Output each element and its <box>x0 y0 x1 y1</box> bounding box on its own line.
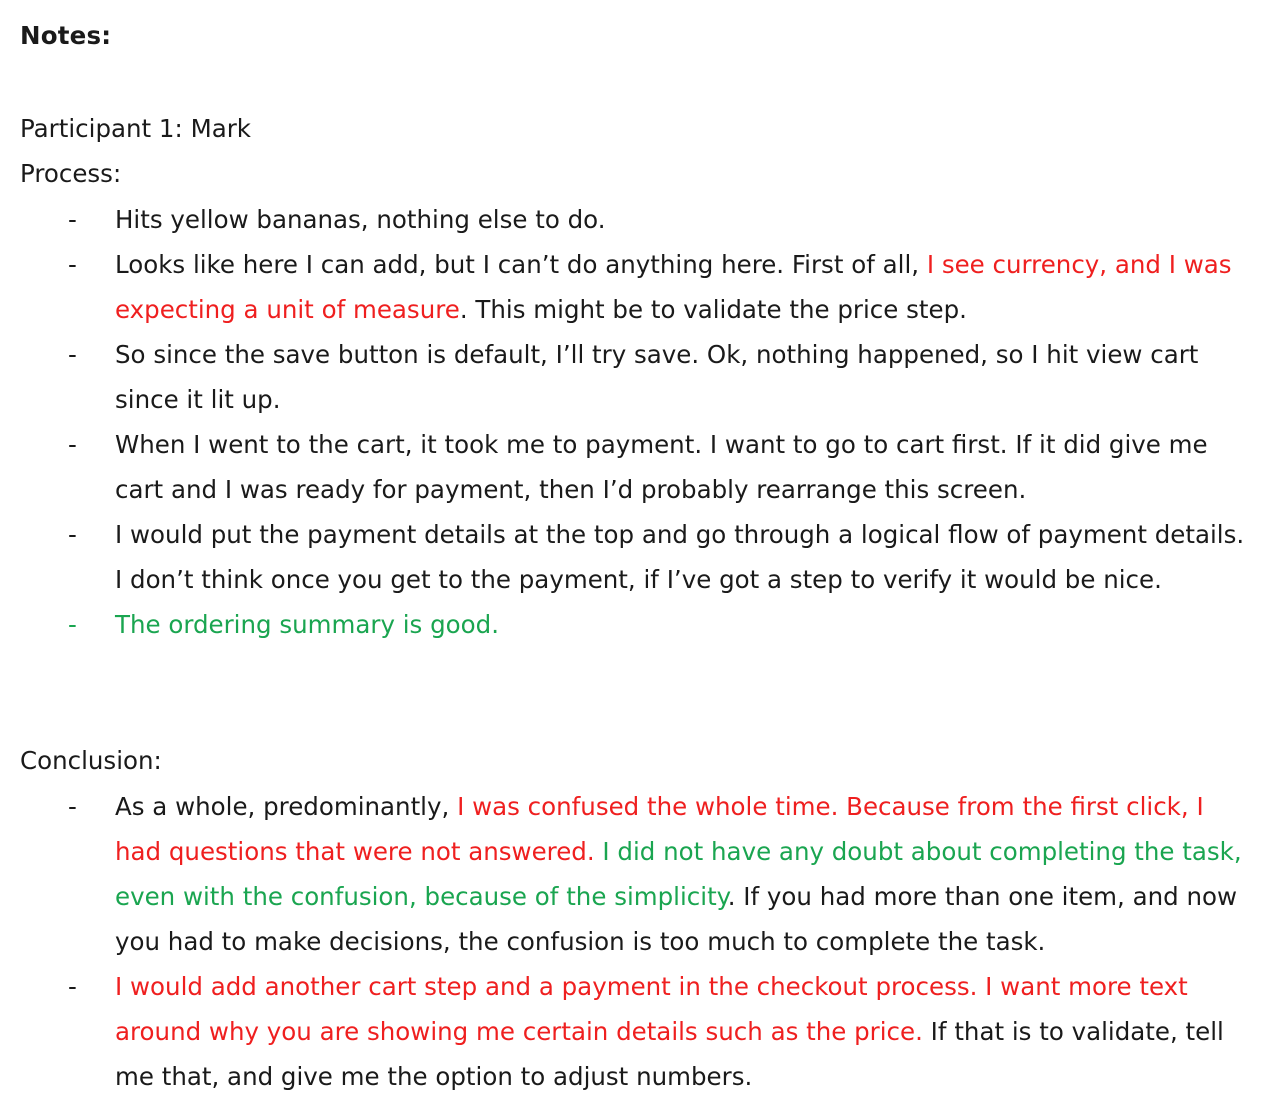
process_items-item <box>0 242 1275 332</box>
conclusion_items-item-text-segment: I did not have any doubt about completing the task, even with the confusion, because of the simplicity <box>115 837 1242 911</box>
process_items-item-text-segment: Hits yellow bananas, nothing else to do. <box>115 205 606 234</box>
process_items-item-text-segment: I would put the payment details at the top and go through a logical flow of payment details. I don’t think once you get to the payment, if I’ve got a step to verify it would be nice. <box>115 520 1245 594</box>
process_items-item-text-segment: I see currency, and I was expecting a unit of measure <box>115 250 1232 324</box>
process_items-item <box>0 197 1275 242</box>
conclusion_items-item-text-segment: If that is to validate, tell me that, and give me the option to adjust numbers. <box>115 1017 1224 1091</box>
conclusion_items-item <box>0 784 1275 964</box>
process_items-item <box>0 422 1275 512</box>
bullet-dash-icon: - <box>68 972 77 1001</box>
conclusion-label: Conclusion: <box>20 746 162 775</box>
bullet-dash-icon: - <box>68 520 77 549</box>
process_items-item-text-segment: . This might be to validate the price step. <box>459 295 967 324</box>
bullet-dash-icon: - <box>68 205 77 234</box>
process_items-item-text-segment: The ordering summary is good. <box>115 610 499 639</box>
process_items-item-text-segment: Looks like here I can add, but I can’t do anything here. First of all, <box>115 250 927 279</box>
process_items-item <box>0 332 1275 422</box>
conclusion_items-item-text-segment: . If you had more than one item, and now you had to make decisions, the confusion is too much to complete the task. <box>115 882 1238 956</box>
process_items-item-text-segment: When I went to the cart, it took me to payment. I want to go to cart first. If it did give me cart and I was ready for payment, then I’d probably rearrange this screen. <box>115 430 1208 504</box>
bullet-dash-icon: - <box>68 430 77 459</box>
participant-label: Participant 1: Mark <box>20 114 251 143</box>
bullet-dash-icon: - <box>68 610 77 639</box>
process_items-item-text-segment: So since the save button is default, I’ll try save. Ok, nothing happened, so I hit view cart since it lit up. <box>115 340 1199 414</box>
conclusion_items-item-text-segment: I would add another cart step and a payment in the checkout process. I want more text around why you are showing me certain details such as the price. <box>115 972 1188 1046</box>
process-label: Process: <box>20 159 122 188</box>
process_items-item <box>0 602 1275 647</box>
notes-heading: Notes: <box>20 21 112 50</box>
conclusion_items-item-text-segment: I was confused the whole time. Because from the first click, I had questions that were not answered. <box>115 792 1204 866</box>
conclusion-list <box>0 784 1275 1099</box>
bullet-dash-icon: - <box>68 250 77 279</box>
bullet-dash-icon: - <box>68 792 77 821</box>
process-list <box>0 197 1275 647</box>
bullet-dash-icon: - <box>68 340 77 369</box>
process_items-item <box>0 512 1275 602</box>
conclusion_items-item <box>0 964 1275 1099</box>
conclusion_items-item-text-segment: As a whole, predominantly, <box>115 792 458 821</box>
